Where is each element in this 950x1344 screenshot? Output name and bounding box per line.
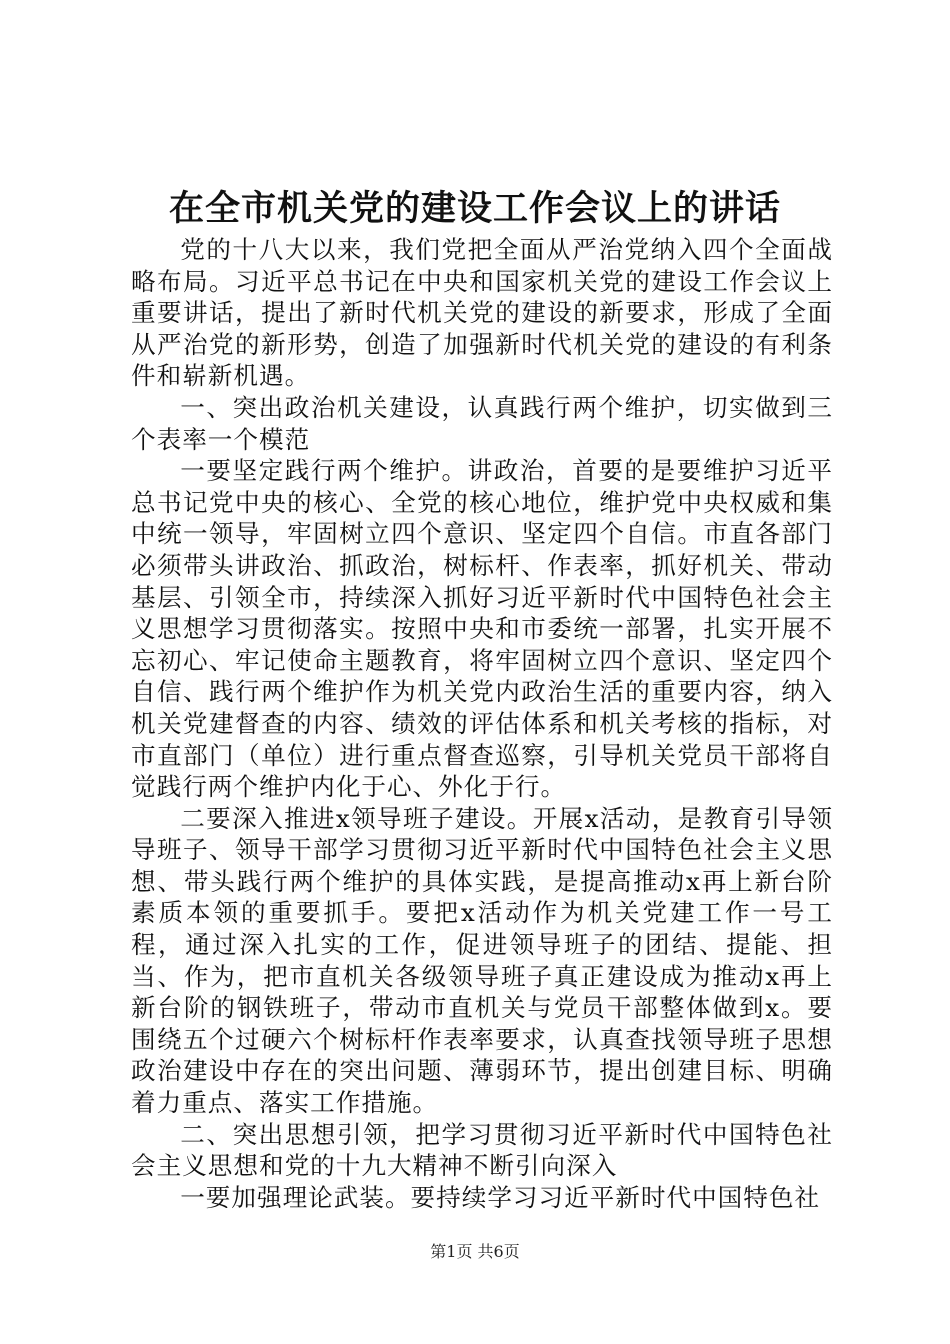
paragraph-two-maintenances: 一要坚定践行两个维护。讲政治，首要的是要维护习近平总书记党中央的核心、全党的核心地位，维护党中央权威和集中统一领导，牢固树立四个意识、坚定四个自信。市直各部门必须带头讲政治、抓政治，树标杆、作表率，抓好机关、带动基层、引领全市，持续深入抓好习近平新时代中国特色社会主义思想学习贯彻落实。按照中央和市委统一部署，扎实开展不忘初心、牢记使命主题教育，将牢固树立四个意识、坚定四个自信、践行两个维护作为机关党内政治生活的重要内容，纳入机关党建督查的内容、绩效的评估体系和机关考核的指标，对市直部门（单位）进行重点督查巡察，引导机关党员干部将自觉践行两个维护内化于心、外化于行。	[131, 456, 833, 802]
document-body	[131, 234, 833, 1213]
paragraph-intro: 党的十八大以来，我们党把全面从严治党纳入四个全面战略布局。习近平总书记在中央和国家机关党的建设工作会议上重要讲话，提出了新时代机关党的建设的新要求，形成了全面从严治党的新形势，创造了加强新时代机关党的建设的有利条件和崭新机遇。	[131, 235, 833, 391]
section-heading-1: 一、突出政治机关建设，认真践行两个维护，切实做到三个表率一个模范	[131, 392, 833, 454]
section-heading-2: 二、突出思想引领，把学习贯彻习近平新时代中国特色社会主义思想和党的十九大精神不断引向深入	[131, 1119, 833, 1181]
paragraph-leadership-team: 二要深入推进x领导班子建设。开展x活动，是教育引导领导班子、领导干部学习贯彻习近平新时代中国特色社会主义思想、带头践行两个维护的具体实践，是提高推动x再上新台阶素质本领的重要抓手。要把x活动作为机关党建工作一号工程，通过深入扎实的工作，促进领导班子的团结、提能、担当、作为，把市直机关各级领导班子真正建设成为推动x再上新台阶的钢铁班子，带动市直机关与党员干部整体做到x。要围绕五个过硬六个树标杆作表率要求，认真查找领导班子思想政治建设中存在的突出问题、薄弱环节，提出创建目标、明确着力重点、落实工作措施。	[131, 803, 833, 1118]
page-indicator: 第1页 共6页	[430, 1242, 520, 1261]
document-title: 在全市机关党的建设工作会议上的讲话	[168, 188, 781, 229]
paragraph-theory-study: 一要加强理论武装。要持续学习习近平新时代中国特色社	[180, 1182, 821, 1212]
